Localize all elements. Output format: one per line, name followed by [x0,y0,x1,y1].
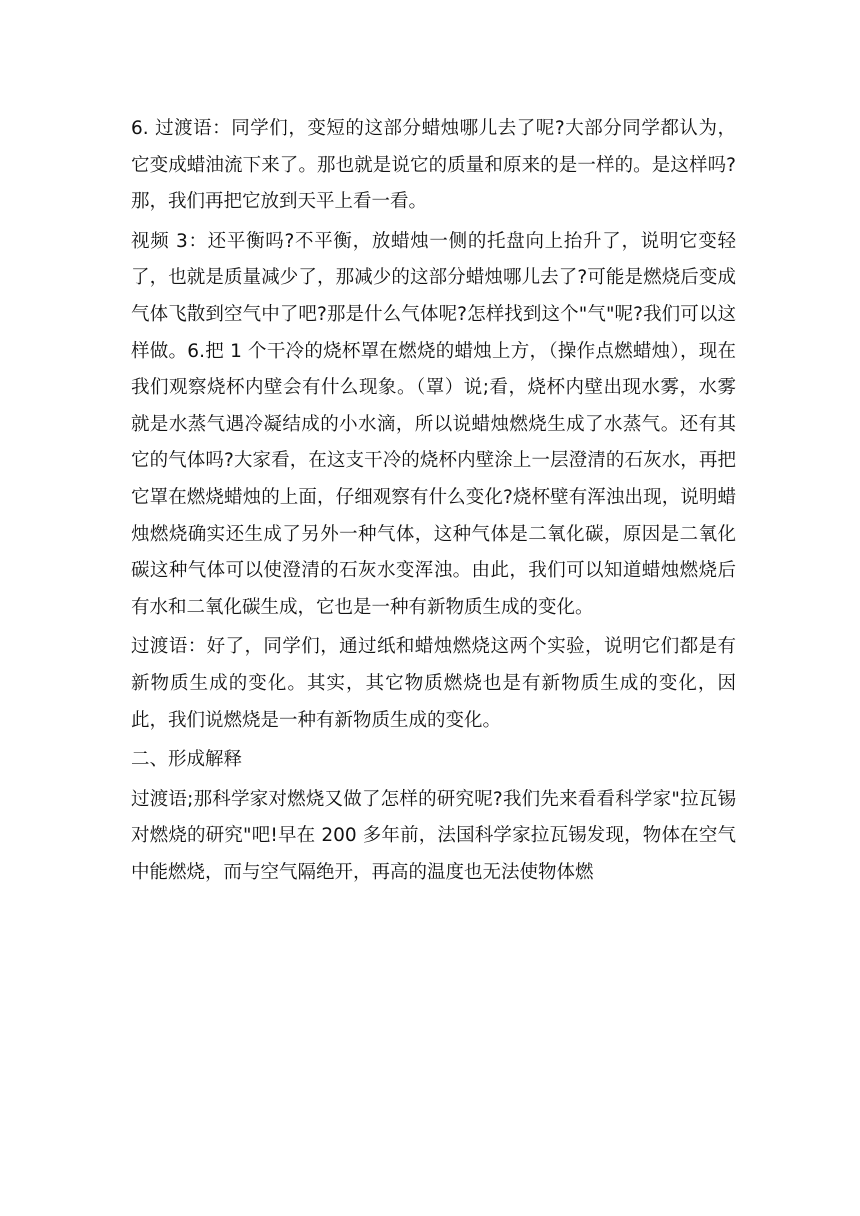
paragraph-scientist-research: 过渡语;那科学家对燃烧又做了怎样的研究呢?我们先来看看科学家"拉瓦锡对燃烧的研究"吧!早在 200 多年前，法国科学家拉瓦锡发现，物体在空气中能燃烧，而与空气隔绝开，再高的温度也无法使物体燃 [131,788,736,883]
paragraph-video-3: 视频 3：还平衡吗?不平衡，放蜡烛一侧的托盘向上抬升了，说明它变轻了，也就是质量减少了，那减少的这部分蜡烛哪儿去了?可能是燃烧后变成气体飞散到空气中了吧?那是什么气体呢?怎样找到这个"气"呢?我们可以这样做。6.把 1 个干冷的烧杯罩在燃烧的蜡烛上方，（操作点燃蜡烛），现在我们观察烧杯内壁会有什么现象。（罩）说;看，烧杯内壁出现水雾，水雾就是水蒸气遇冷凝结成的小水滴，所以说蜡烛燃烧生成了水蒸气。还有其它的气体吗?大家看，在这支干冷的烧杯内壁涂上一层澄清的石灰水，再把它罩在燃烧蜡烛的上面，仔细观察有什么变化?烧杯壁有浑浊出现，说明蜡烛燃烧确实还生成了另外一种气体，这种气体是二氧化碳，原因是二氧化碳这种气体可以使澄清的石灰水变浑浊。由此，我们可以知道蜡烛燃烧后有水和二氧化碳生成，它也是一种有新物质生成的变化。 [131,230,736,618]
document-body [131,111,736,894]
section-heading: 二、形成解释 [131,749,243,771]
paragraph-transition-2: 过渡语：好了，同学们，通过纸和蜡烛燃烧这两个实验，说明它们都是有新物质生成的变化。其实，其它物质燃烧也是有新物质生成的变化，因此，我们说燃烧是一种有新物质生成的变化。 [131,636,736,731]
paragraph-transition-1: 6. 过渡语：同学们，变短的这部分蜡烛哪儿去了呢?大部分同学都认为，它变成蜡油流下来了。那也就是说它的质量和原来的是一样的。是这样吗?那，我们再把它放到天平上看一看。 [131,118,736,213]
